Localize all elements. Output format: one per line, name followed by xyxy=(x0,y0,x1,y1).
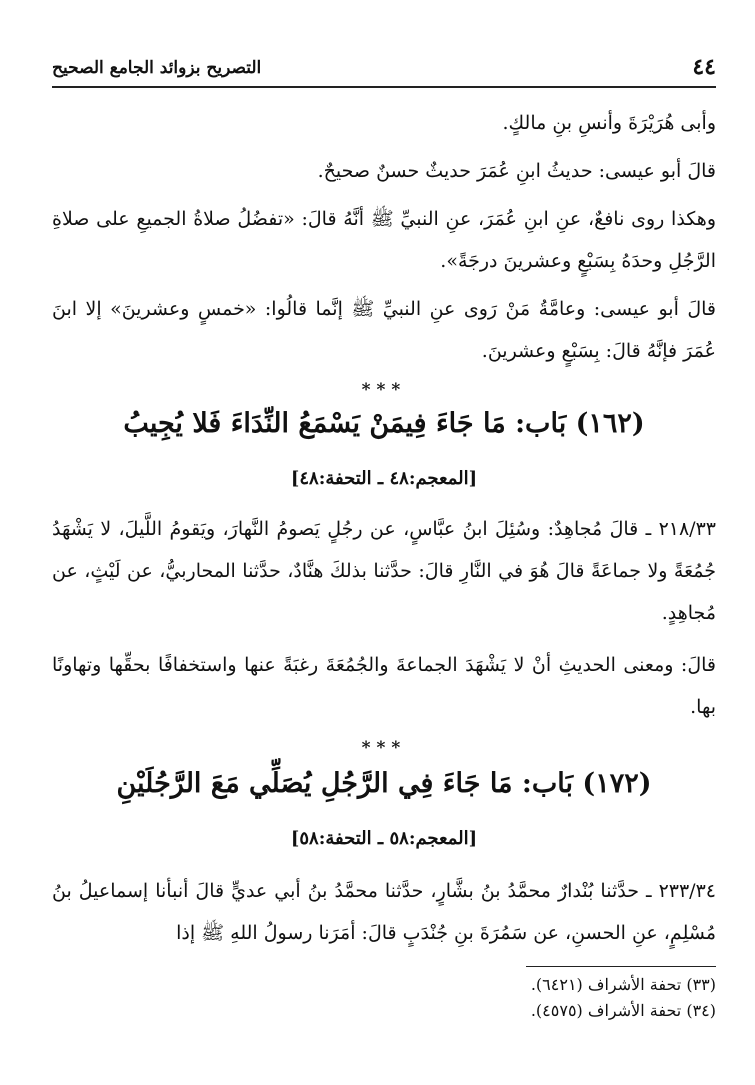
hadith-explanation: قالَ: ومعنى الحديثِ أنْ لا يَشْهَدَ الجماعةَ والجُمُعَةَ رغبَةً عنها واستخفافًا بحقِّها وتهاونًا بها. xyxy=(52,654,716,718)
footnote: (٣٣) تحفة الأشراف (٦٤٢١). xyxy=(530,975,716,994)
paragraph-grading: قالَ أبو عيسى: حديثُ ابنِ عُمَرَ حديثٌ حسنٌ صحيحٌ. xyxy=(317,160,716,182)
section-separator: *** xyxy=(361,380,407,400)
chapter-reference: [المعجم:٥٨ ـ التحفة:٥٨] xyxy=(290,828,478,849)
section-separator: *** xyxy=(361,738,407,758)
page-header xyxy=(52,52,716,88)
footnote: (٣٤) تحفة الأشراف (٤٥٧٥). xyxy=(530,1001,716,1020)
hadith-paragraph: ٢١٨/٣٣ ـ قالَ مُجاهِدٌ: وسُئِلَ ابنُ عبَّاسٍ، عن رجُلٍ يَصومُ النَّهارَ، ويَقومُ اللَّيلَ، لا يَشْهَدُ جُمُعَةً ولا جماعَةً قالَ هُوَ في النَّارِ قالَ: حدَّثنا بذلكَ هنَّادٌ، حدَّثنا المحاربيُّ، عن لَيْثٍ، عن مُجاهِدٍ. xyxy=(52,518,716,624)
chapter-title: (١٧٢) بَاب: مَا جَاءَ فِي الرَّجُلِ يُصَلِّي مَعَ الرَّجُلَيْنِ xyxy=(116,768,652,799)
footnote-divider xyxy=(526,966,716,967)
paragraph-abu-isa-note: قالَ أبو عيسى: وعامَّةُ مَنْ رَوى عنِ النبيِّ ﷺ إنَّما قالُوا: «خمسٍ وعشرينَ» إلا ابنَ عُمَرَ فإنَّهُ قالَ: بِسَبْعٍ وعشرينَ. xyxy=(52,298,716,362)
page-number: ٤٤ xyxy=(692,54,716,80)
running-title: التصريح بزوائد الجامع الصحيح xyxy=(52,58,262,78)
hadith-paragraph: ٢٣٣/٣٤ ـ حدَّثنا بُنْدارٌ محمَّدُ بنُ بشَّارٍ، حدَّثنا محمَّدُ بنُ أبي عديٍّ قالَ أنبأنا إسماعيلُ بنُ مُسْلِمٍ، عنِ الحسنِ، عن سَمُرَةَ بنِ جُنْدَبٍ قالَ: أمَرَنا رسولُ اللهِ ﷺ إذا xyxy=(52,880,716,944)
chapter-title: (١٦٢) بَاب: مَا جَاءَ فِيمَنْ يَسْمَعُ النِّدَاءَ فَلا يُجِيبُ xyxy=(123,408,645,439)
chapter-reference: [المعجم:٤٨ ـ التحفة:٤٨] xyxy=(290,468,478,489)
paragraph-narrators: وأبى هُرَيْرَةَ وأنسِ بنِ مالكٍ. xyxy=(502,112,716,134)
document-page xyxy=(52,44,716,1054)
paragraph-nafi-narration: وهكذا روى نافعٌ، عنِ ابنِ عُمَرَ، عنِ النبيِّ ﷺ أنَّهُ قالَ: «تفضُلُ صلاةُ الجميعِ على صلاةِ الرَّجُلِ وحدَهُ بِسَبْعٍ وعشرينَ درجَةً». xyxy=(52,208,716,272)
